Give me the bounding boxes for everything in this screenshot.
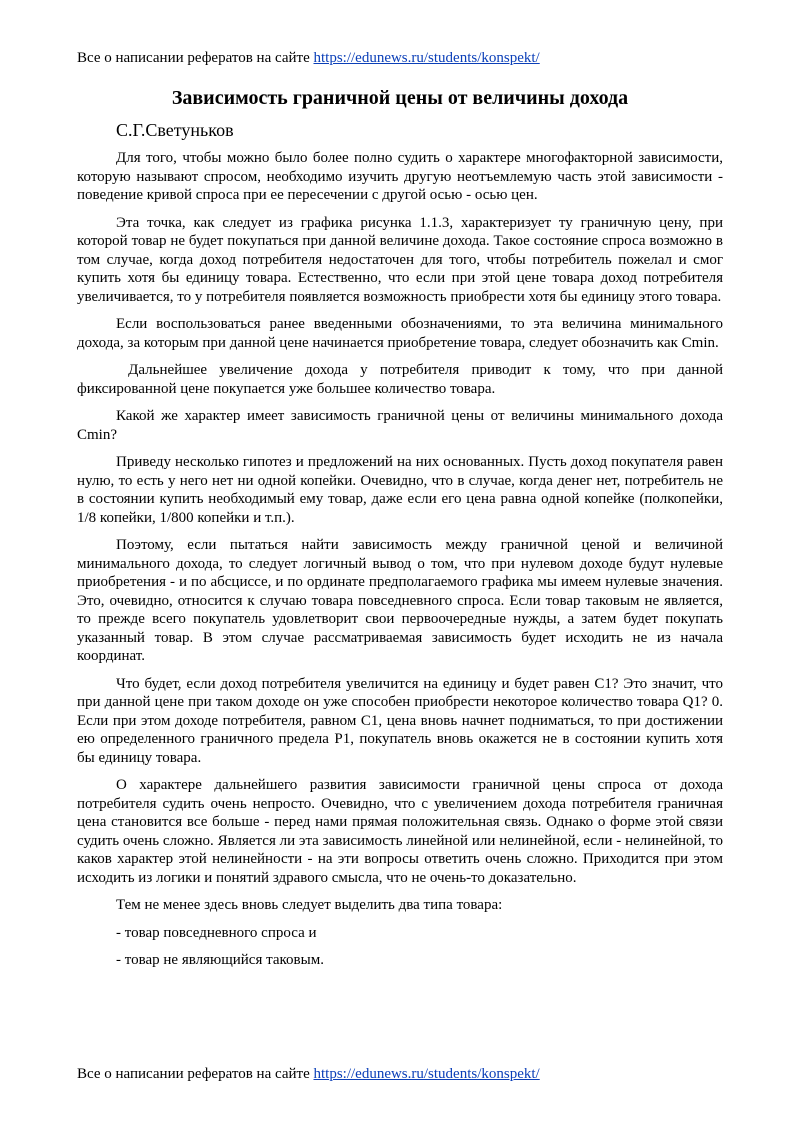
footer-text: Все о написании рефератов на сайте bbox=[77, 1066, 314, 1082]
paragraph: О характере дальнейшего развития зависимости граничной цены спроса от дохода потребителя судить очень непросто. Очевидно, что с увеличением дохода потребителя граничная цена становится все больше - перед нами прямая положительная связь. Однако о форме этой связи судить очень сложно. Является ли эта зависимость линейной или нелинейной, если - нелинейной, то каков характер этой нелинейности - на эти вопросы ответить очень сложно. Приходится при этом исходить из логики и понятий здравого смысла, что не очень-то доказательно. bbox=[77, 777, 723, 886]
paragraph: Эта точка, как следует из графика рисунка 1.1.3, характеризует ту граничную цену, при которой товар не будет покупаться при данной величине дохода. Такое состояние спроса возможно в том случае, когда доход потребителя недостаточен для того, чтобы потребитель пожелал и смог купить хотя бы единицу товара. Естественно, что если при этой цене товара доход потребителя увеличивается, то у потребителя появляется возможность приобрести хотя бы единицу этого товара. bbox=[77, 214, 723, 305]
page-footer bbox=[77, 1065, 540, 1083]
paragraph: Если воспользоваться ранее введенными обозначениями, то эта величина минимального дохода, за которым при данной цене начинается приобретение товара, следует обозначить как Cmin. bbox=[77, 316, 723, 351]
paragraph: Тем не менее здесь вновь следует выделить два типа товара: bbox=[116, 897, 503, 913]
document-title: Зависимость граничной цены от величины дохода bbox=[171, 87, 629, 109]
paragraph: Дальнейшее увеличение дохода у потребителя приводит к тому, что при данной фиксированной цене покупается уже большее количество товара. bbox=[77, 362, 727, 397]
page-header bbox=[77, 49, 540, 67]
list-item: - товар повседневного спроса и bbox=[116, 924, 317, 941]
paragraph: Для того, чтобы можно было более полно судить о характере многофакторной зависимости, которую называют спросом, необходимо изучить другую неотъемлемую часть этой зависимости - поведение кривой спроса при ее пересечении с другой осью - осью цен. bbox=[77, 150, 723, 203]
header-text: Все о написании рефератов на сайте bbox=[77, 50, 314, 66]
paragraph: Приведу несколько гипотез и предложений на них основанных. Пусть доход покупателя равен нулю, то есть у него нет ни одной копейки. Очевидно, что в случае, когда денег нет, потребитель не в состоянии купить необходимый ему товар, даже если его цена равна одной копейке (полкопейки, 1/8 копейки, 1/800 копейки и т.п.). bbox=[77, 454, 723, 526]
document-body bbox=[77, 149, 727, 979]
paragraph: Поэтому, если пытаться найти зависимость между граничной ценой и величиной минимального дохода, то следует логичный вывод о том, что при нулевом доходе будут нулевые приобретения - и по абсциссе, и по ординате предполагаемого графика мы имеем нулевые значения. Это, очевидно, относится к случаю товара повседневного спроса. Если товар таковым не является, то прежде всего покупатель удовлетворит свои первоочередные нужды, а затем будет покупать указанный товар. В этом случае рассматриваемая зависимость будет исходить не из начала координат. bbox=[77, 537, 723, 664]
author-name: С.Г.Светуньков bbox=[116, 120, 234, 140]
header-site-link[interactable]: https://edunews.ru/students/konspekt/ bbox=[313, 50, 540, 66]
footer-site-link[interactable]: https://edunews.ru/students/konspekt/ bbox=[313, 1066, 540, 1082]
list-item: - товар не являющийся таковым. bbox=[116, 952, 324, 968]
paragraph: Какой же характер имеет зависимость граничной цены от величины минимального дохода Cmin? bbox=[77, 408, 723, 443]
paragraph: Что будет, если доход потребителя увеличится на единицу и будет равен C1? Это значит, что при данной цене при таком доходе он уже способен приобрести некоторое количество товара Q1? 0. Если при этом доходе потребителя, равном C1, цена вновь начнет подниматься, то при достижении ею определенного граничного предела P1, покупатель вновь окажется не в состоянии купить хотя бы единицу товара. bbox=[77, 675, 723, 766]
